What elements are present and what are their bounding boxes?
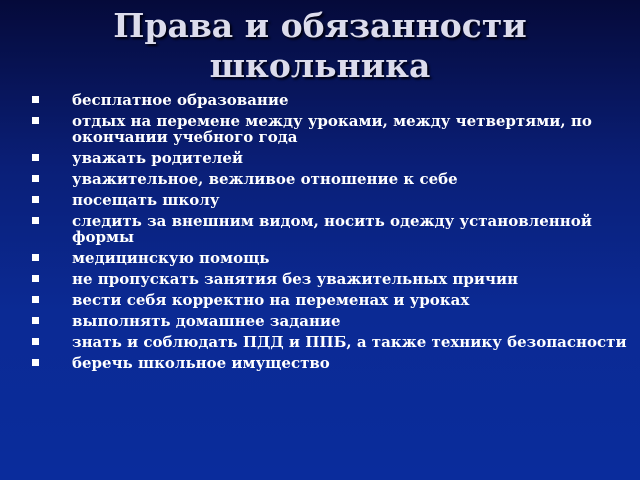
list-item-text: следить за внешним видом, носить одежду установленной формы (72, 212, 592, 246)
list-item-text: отдых на перемене между уроками, между четвертями, по окончании учебного года (72, 112, 592, 146)
list-item-text: посещать школу (72, 191, 220, 209)
list-item (32, 192, 628, 208)
square-bullet-icon (32, 359, 39, 366)
list-item (32, 334, 628, 350)
list-item (32, 213, 628, 245)
square-bullet-icon (32, 96, 39, 103)
list-item-text: бесплатное образование (72, 91, 289, 109)
slide-title-line-2: школьника (209, 46, 431, 85)
list-item (32, 113, 628, 145)
square-bullet-icon (32, 338, 39, 345)
list-item (32, 271, 628, 287)
list-item-text: вести себя корректно на переменах и уроках (72, 291, 470, 309)
square-bullet-icon (32, 154, 39, 161)
list-item (32, 92, 628, 108)
list-item-text: уважать родителей (72, 149, 244, 167)
bullet-list (32, 92, 628, 376)
square-bullet-icon (32, 317, 39, 324)
square-bullet-icon (32, 217, 39, 224)
list-item-text: медицинскую помощь (72, 249, 270, 267)
square-bullet-icon (32, 117, 39, 124)
slide-title (0, 6, 640, 86)
list-item (32, 355, 628, 371)
list-item-text: знать и соблюдать ПДД и ППБ, а также технику безопасности (72, 333, 627, 351)
list-item (32, 171, 628, 187)
list-item (32, 250, 628, 266)
list-item-text: не пропускать занятия без уважительных причин (72, 270, 519, 288)
square-bullet-icon (32, 196, 39, 203)
slide-title-line-1: Права и обязанности (113, 6, 527, 45)
list-item (32, 292, 628, 308)
list-item-text: беречь школьное имущество (72, 354, 330, 372)
list-item (32, 313, 628, 329)
square-bullet-icon (32, 254, 39, 261)
square-bullet-icon (32, 275, 39, 282)
list-item-text: уважительное, вежливое отношение к себе (72, 170, 458, 188)
square-bullet-icon (32, 296, 39, 303)
square-bullet-icon (32, 175, 39, 182)
list-item (32, 150, 628, 166)
list-item-text: выполнять домашнее задание (72, 312, 341, 330)
